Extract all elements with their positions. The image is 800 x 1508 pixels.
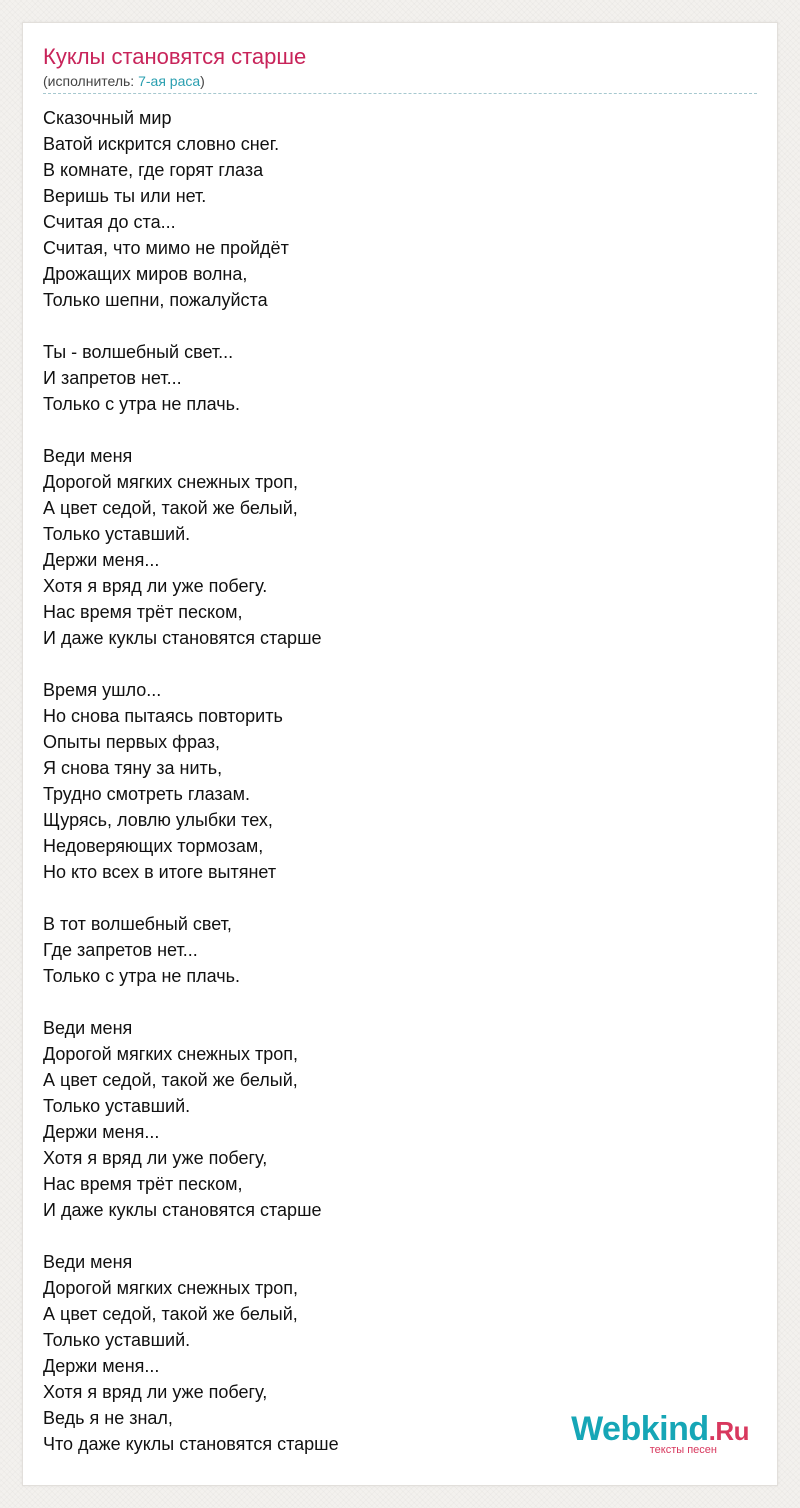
- lyric-line: А цвет седой, такой же белый,: [43, 498, 298, 518]
- title-divider: [43, 93, 757, 94]
- lyrics-stanza: [43, 105, 743, 313]
- lyrics-card: [22, 22, 778, 1486]
- lyric-line: И даже куклы становятся старше: [43, 1200, 322, 1220]
- lyrics-stanza: [43, 339, 743, 417]
- lyric-line: Держи меня...: [43, 550, 160, 570]
- lyric-line: Только с утра не плачь.: [43, 966, 241, 986]
- lyric-line: Я снова тяну за нить,: [43, 758, 223, 778]
- lyric-line: Нас время трёт песком,: [43, 1174, 243, 1194]
- lyric-line: В тот волшебный свет,: [43, 914, 232, 934]
- lyric-line: Ты - волшебный свет...: [43, 342, 234, 362]
- lyric-line: Что даже куклы становятся старше: [43, 1434, 339, 1454]
- lyric-line: Держи меня...: [43, 1122, 160, 1142]
- lyric-line: Но снова пытаясь повторить: [43, 706, 283, 726]
- lyrics-stanza: [43, 677, 743, 885]
- lyric-line: Недоверяющих тормозам,: [43, 836, 264, 856]
- lyric-line: Дорогой мягких снежных троп,: [43, 1044, 298, 1064]
- site-brand[interactable]: [549, 1409, 749, 1459]
- lyric-line: Только уставший.: [43, 1330, 191, 1350]
- lyric-line: Трудно смотреть глазам.: [43, 784, 251, 804]
- lyric-line: Сказочный мир: [43, 108, 172, 128]
- lyric-line: Веди меня: [43, 446, 133, 466]
- lyric-line: А цвет седой, такой же белый,: [43, 1070, 298, 1090]
- lyric-line: Веди меня: [43, 1252, 133, 1272]
- lyric-line: Хотя я вряд ли уже побегу,: [43, 1148, 268, 1168]
- lyrics-stanza: [43, 911, 743, 989]
- lyrics-body: [43, 105, 743, 1483]
- artist-suffix: ): [200, 73, 205, 89]
- lyric-line: Считая до ста...: [43, 212, 176, 232]
- lyric-line: Где запретов нет...: [43, 940, 198, 960]
- brand-tagline: тексты песен: [649, 1444, 717, 1456]
- lyric-line: Щурясь, ловлю улыбки тех,: [43, 810, 273, 830]
- artist-link[interactable]: 7-ая раса: [138, 73, 201, 89]
- brand-name: Webkind: [571, 1410, 709, 1448]
- artist-prefix: (исполнитель:: [43, 73, 139, 89]
- lyric-line: Хотя я вряд ли уже побегу.: [43, 576, 268, 596]
- lyric-line: Веришь ты или нет.: [43, 186, 207, 206]
- lyrics-stanza: [43, 1015, 743, 1223]
- lyric-line: Веди меня: [43, 1018, 133, 1038]
- lyric-line: Дорогой мягких снежных троп,: [43, 472, 298, 492]
- lyric-line: Дорогой мягких снежных троп,: [43, 1278, 298, 1298]
- lyric-line: Хотя я вряд ли уже побегу,: [43, 1382, 268, 1402]
- lyric-line: Ватой искрится словно снег.: [43, 134, 280, 154]
- lyric-line: И запретов нет...: [43, 368, 182, 388]
- lyric-line: Но кто всех в итоге вытянет: [43, 862, 277, 882]
- brand-suffix: .Ru: [708, 1416, 749, 1446]
- artist-line: [43, 72, 205, 90]
- lyric-line: Держи меня...: [43, 1356, 160, 1376]
- lyric-line: А цвет седой, такой же белый,: [43, 1304, 298, 1324]
- song-title: Куклы становятся старше: [43, 44, 307, 69]
- lyric-line: Нас время трёт песком,: [43, 602, 243, 622]
- lyric-line: Ведь я не знал,: [43, 1408, 173, 1428]
- lyric-line: И даже куклы становятся старше: [43, 628, 322, 648]
- lyric-line: Только шепни, пожалуйста: [43, 290, 268, 310]
- lyric-line: Считая, что мимо не пройдёт: [43, 238, 289, 258]
- lyric-line: Только с утра не плачь.: [43, 394, 241, 414]
- lyric-line: Дрожащих миров волна,: [43, 264, 248, 284]
- lyric-line: Только уставший.: [43, 1096, 191, 1116]
- lyrics-stanza: [43, 443, 743, 651]
- lyric-line: Только уставший.: [43, 524, 191, 544]
- lyric-line: Время ушло...: [43, 680, 162, 700]
- lyric-line: В комнате, где горят глаза: [43, 160, 264, 180]
- lyric-line: Опыты первых фраз,: [43, 732, 221, 752]
